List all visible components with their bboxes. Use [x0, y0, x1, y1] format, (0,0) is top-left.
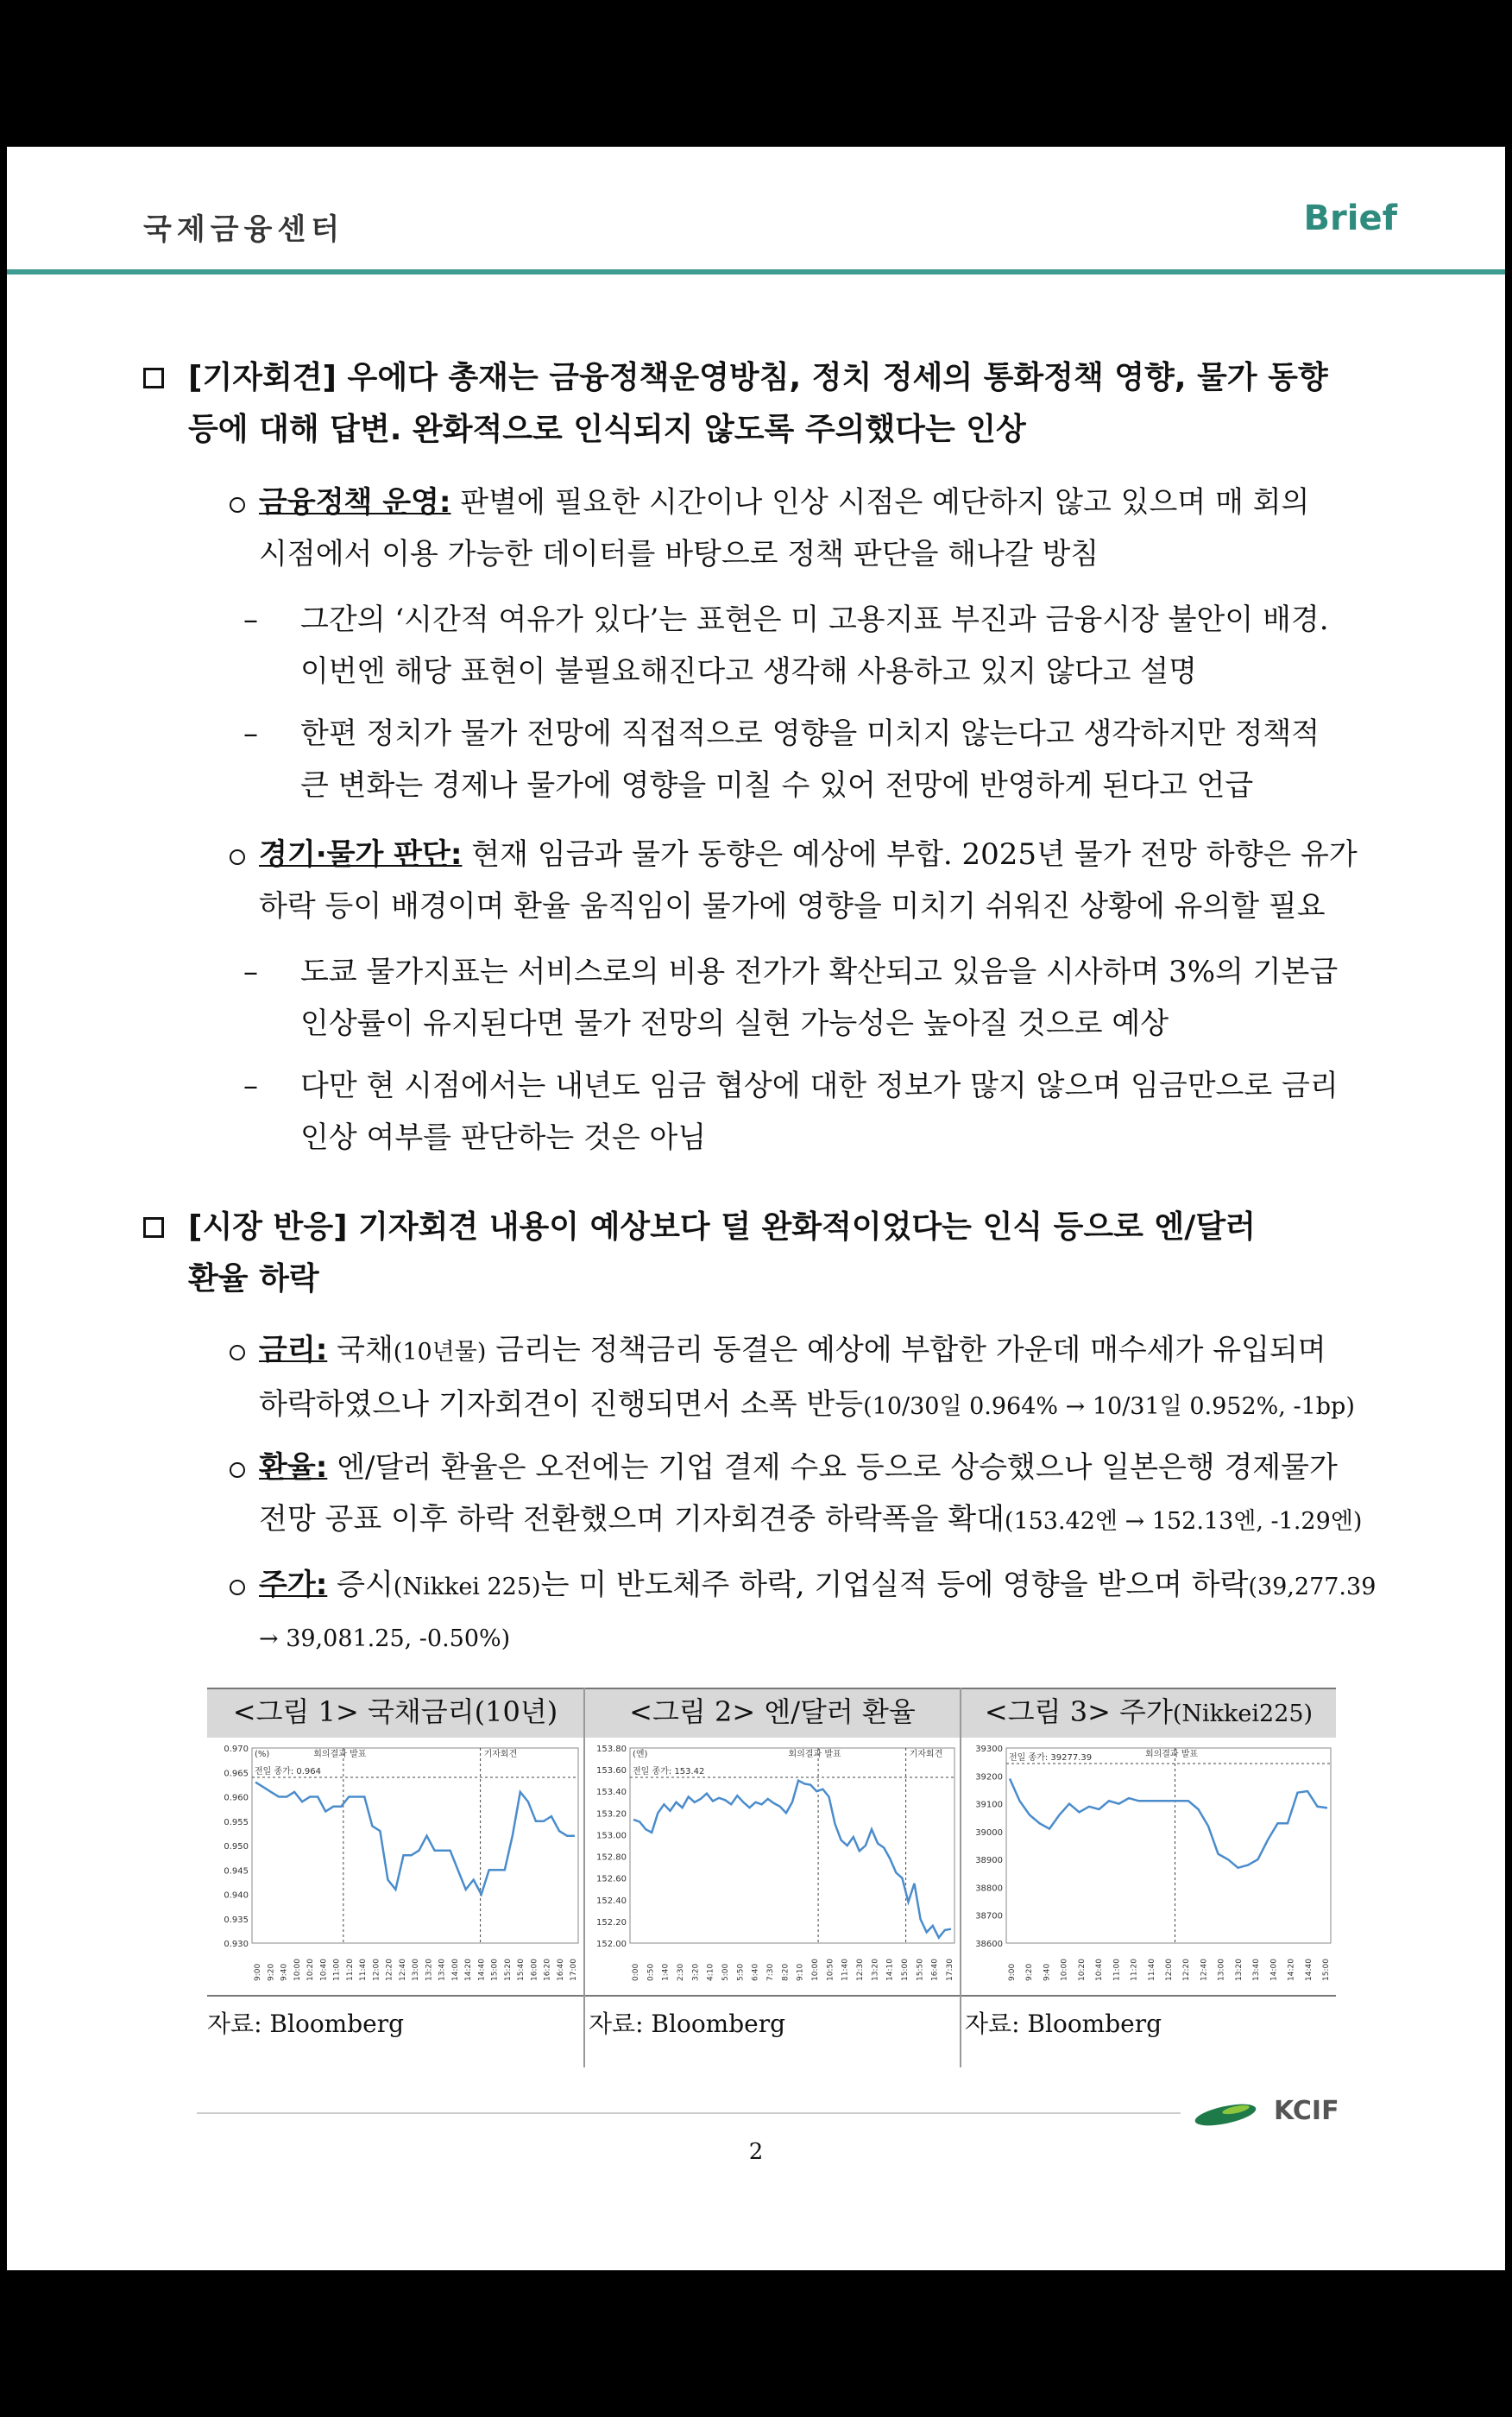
x-tick-label: 10:00 — [1060, 1959, 1069, 1981]
checkbox-square-icon — [143, 1217, 164, 1238]
y-tick-label: 0.935 — [224, 1915, 249, 1925]
series-line — [633, 1781, 951, 1938]
dash-item-2: – 한편 정치가 물가 전망에 직접적으로 영향을 미치지 않는다고 생각하지만 정책적 큰 변화는 경제나 물가에 영향을 미칠 수 있어 전망에 반영하게 된다고 언급 — [243, 716, 1320, 803]
x-tick-label: 14:20 — [464, 1959, 473, 1981]
chart-2-svg — [585, 1738, 960, 1995]
x-tick-label: 11:40 — [359, 1959, 368, 1981]
y-unit-label: (엔) — [633, 1750, 648, 1759]
x-tick-label: 16:40 — [930, 1959, 940, 1981]
y-tick-label: 39200 — [975, 1772, 1003, 1783]
x-tick-label: 10:40 — [1095, 1959, 1105, 1981]
y-tick-label: 153.00 — [596, 1831, 627, 1841]
footer-rule — [197, 2112, 1181, 2114]
y-tick-label: 39300 — [975, 1745, 1003, 1754]
header-org: 국제금융센터 — [143, 212, 345, 247]
prev-close-label: 전일 종가: 39277.39 — [1009, 1753, 1093, 1763]
y-tick-label: 152.40 — [596, 1896, 627, 1906]
x-tick-label: 9:20 — [267, 1963, 276, 1981]
x-tick-label: 10:00 — [811, 1959, 820, 1981]
bullet-fx: 환율: 엔/달러 환율은 오전에는 기업 결제 수요 등으로 상승했으나 일본은행 경제물가 전망 공표 이후 하락 전환했으며 기자회견중 하락폭을 확대(153.42엔 → 152.13엔, -1.29엔) — [259, 1442, 1338, 1548]
bullet-rates: 금리: 국채(10년물) 금리는 정책금리 동결은 예상에 부합한 가운데 매수세가 유입되며 하락하였으나 기자회견이 진행되면서 소폭 반등(10/30일 0.964% → 10/31일 0.952%, -1bp) — [259, 1324, 1338, 1433]
circle-bullet-icon — [230, 497, 245, 513]
y-tick-label: 0.965 — [224, 1769, 249, 1779]
x-tick-label: 13:40 — [438, 1959, 447, 1981]
x-tick-label: 15:40 — [517, 1959, 526, 1981]
x-tick-label: 16:20 — [543, 1959, 552, 1981]
x-tick-label: 8:20 — [781, 1963, 791, 1981]
x-tick-label: 11:00 — [332, 1959, 342, 1981]
x-tick-label: 14:40 — [477, 1959, 487, 1981]
series-line — [255, 1783, 575, 1895]
section-1-title: [기자회견] 우에다 총재는 금융정책운영방침, 정치 정세의 통화정책 영향, 물가 동향 등에 대해 답변. 완화적으로 인식되지 않도록 주의했다는 인상 — [188, 352, 1336, 456]
y-tick-label: 38800 — [975, 1884, 1003, 1894]
figure-1-source: 자료: Bloomberg — [207, 2010, 405, 2038]
circle-bullet-icon — [230, 1580, 245, 1595]
y-tick-label: 0.945 — [224, 1866, 249, 1877]
plot-frame — [1006, 1748, 1331, 1943]
series-line — [1010, 1779, 1327, 1868]
x-tick-label: 12:20 — [1182, 1959, 1192, 1981]
x-tick-label: 17:00 — [570, 1959, 578, 1981]
circle-bullet-icon — [230, 849, 245, 865]
x-tick-label: 12:00 — [1165, 1959, 1174, 1981]
x-tick-label: 10:20 — [306, 1959, 315, 1981]
annotation-label: 회의결과 발표 — [1144, 1750, 1199, 1759]
y-tick-label: 38900 — [975, 1856, 1003, 1866]
y-tick-label: 153.20 — [596, 1809, 627, 1820]
header-brief: Brief — [1303, 199, 1397, 238]
x-tick-label: 11:00 — [1112, 1959, 1122, 1981]
y-tick-label: 0.970 — [224, 1745, 249, 1754]
y-tick-label: 153.40 — [596, 1788, 627, 1798]
y-tick-label: 38700 — [975, 1911, 1003, 1922]
x-tick-label: 12:30 — [856, 1959, 865, 1981]
header-rule — [7, 269, 1505, 275]
y-tick-label: 152.80 — [596, 1852, 627, 1863]
checkbox-square-icon — [143, 368, 164, 388]
x-tick-label: 11:40 — [841, 1959, 850, 1981]
figure-3-caption: <그림 3> 주가(Nikkei225) — [984, 1695, 1314, 1728]
x-tick-label: 10:50 — [826, 1959, 835, 1981]
circle-bullet-icon — [230, 1462, 245, 1478]
x-tick-label: 3:20 — [691, 1963, 701, 1981]
section-2-title: [시장 반응] 기자회견 내용이 예상보다 덜 완화적이었다는 인식 등으로 엔/달러 환율 하락 — [188, 1202, 1336, 1305]
bullet-stocks: 주가: 증시(Nikkei 225)는 미 반도체주 하락, 기업실적 등에 영향을 받으며 하락(39,277.39 → 39,081.25, -0.50%) — [259, 1559, 1338, 1665]
y-tick-label: 152.20 — [596, 1917, 627, 1928]
x-tick-label: 9:00 — [254, 1963, 262, 1981]
dash-item-1: – 그간의 ‘시간적 여유가 있다’는 표현은 미 고용지표 부진과 금융시장 불안이 배경. 이번엔 해당 표현이 불필요해진다고 생각해 사용하고 있지 않다고 설명 — [243, 603, 1329, 689]
x-tick-label: 7:30 — [766, 1963, 775, 1981]
x-tick-label: 4:10 — [706, 1963, 715, 1981]
circle-bullet-icon — [230, 1345, 245, 1360]
bullet-policy: 금융정책 운영: 판별에 필요한 시간이나 인상 시점은 예단하지 않고 있으며 매 회의 시점에서 이용 가능한 데이터를 바탕으로 정책 판단을 해나갈 방침 — [259, 476, 1338, 580]
page-number: 2 — [748, 2139, 764, 2165]
x-tick-label: 11:20 — [1130, 1959, 1139, 1981]
x-tick-label: 13:20 — [425, 1959, 434, 1981]
x-tick-label: 9:40 — [280, 1963, 289, 1981]
annotation-label: 기자회견 — [483, 1750, 518, 1759]
figure-3-source: 자료: Bloomberg — [965, 2010, 1162, 2038]
x-tick-label: 10:40 — [319, 1959, 329, 1981]
x-tick-label: 16:40 — [556, 1959, 565, 1981]
x-tick-label: 17:30 — [946, 1959, 954, 1981]
x-tick-label: 12:40 — [1200, 1959, 1209, 1981]
chart-2 — [585, 1738, 960, 1997]
y-tick-label: 153.80 — [596, 1745, 627, 1754]
figure-2-source: 자료: Bloomberg — [589, 2010, 786, 2038]
x-tick-label: 0:00 — [632, 1963, 640, 1981]
x-tick-label: 13:20 — [871, 1959, 880, 1981]
prev-close-label: 전일 종가: 153.42 — [633, 1767, 705, 1776]
x-tick-label: 15:20 — [503, 1959, 513, 1981]
kcif-logo-text: KCIF — [1274, 2096, 1339, 2126]
y-tick-label: 153.60 — [596, 1766, 627, 1776]
y-tick-label: 0.940 — [224, 1890, 249, 1901]
x-tick-label: 13:40 — [1252, 1959, 1262, 1981]
annotation-label: 회의결과 발표 — [313, 1750, 367, 1759]
x-tick-label: 2:30 — [677, 1963, 685, 1981]
x-tick-label: 14:40 — [1304, 1959, 1314, 1981]
x-tick-label: 14:00 — [1269, 1959, 1279, 1981]
x-tick-label: 12:00 — [372, 1959, 381, 1981]
x-tick-label: 10:20 — [1077, 1959, 1087, 1981]
x-tick-label: 12:40 — [398, 1959, 407, 1981]
y-tick-label: 38600 — [975, 1940, 1003, 1949]
x-tick-label: 13:20 — [1234, 1959, 1244, 1981]
annotation-label: 기자회견 — [909, 1750, 943, 1759]
prev-close-label: 전일 종가: 0.964 — [255, 1767, 321, 1776]
y-tick-label: 39100 — [975, 1800, 1003, 1810]
x-tick-label: 11:20 — [345, 1959, 355, 1981]
x-tick-label: 9:10 — [796, 1963, 805, 1981]
x-tick-label: 15:00 — [901, 1959, 910, 1981]
x-tick-label: 14:10 — [885, 1959, 895, 1981]
x-tick-label: 11:40 — [1147, 1959, 1156, 1981]
x-tick-label: 12:20 — [385, 1959, 394, 1981]
dash-item-4: – 다만 현 시점에서는 내년도 임금 협상에 대한 정보가 많지 않으며 임금만으로 금리 인상 여부를 판단하는 것은 아님 — [243, 1069, 1339, 1155]
x-tick-label: 1:40 — [661, 1963, 671, 1981]
x-tick-label: 9:20 — [1025, 1963, 1035, 1981]
x-tick-label: 0:50 — [646, 1963, 656, 1981]
y-tick-label: 39000 — [975, 1827, 1003, 1838]
x-tick-label: 13:00 — [412, 1959, 420, 1981]
bullet-economy: 경기·물가 판단: 현재 임금과 물가 동향은 예상에 부합. 2025년 물가 전망 하향은 유가 하락 등이 배경이며 환율 움직임이 물가에 영향을 미치기 쉬워진 상황에 유의할 필요 — [259, 829, 1338, 932]
figure-1-caption: <그림 1> 국채금리(10년) — [232, 1695, 558, 1728]
x-tick-label: 9:40 — [1043, 1963, 1052, 1981]
y-tick-label: 0.960 — [224, 1793, 249, 1803]
x-tick-label: 14:20 — [1287, 1959, 1296, 1981]
x-tick-label: 6:40 — [751, 1963, 760, 1981]
chart-3-svg — [961, 1738, 1336, 1995]
chart-1-svg — [207, 1738, 583, 1995]
x-tick-label: 14:00 — [450, 1959, 460, 1981]
chart-1 — [207, 1738, 583, 1997]
x-tick-label: 9:00 — [1008, 1963, 1017, 1981]
y-tick-label: 0.930 — [224, 1940, 249, 1949]
x-tick-label: 10:00 — [293, 1959, 302, 1981]
x-tick-label: 5:50 — [736, 1963, 746, 1981]
x-tick-label: 13:00 — [1217, 1959, 1226, 1981]
y-tick-label: 0.950 — [224, 1842, 249, 1852]
y-tick-label: 152.60 — [596, 1874, 627, 1884]
x-tick-label: 16:00 — [530, 1959, 539, 1981]
annotation-label: 회의결과 발표 — [788, 1750, 841, 1759]
figure-2-caption: <그림 2> 엔/달러 환율 — [629, 1695, 916, 1728]
x-tick-label: 15:00 — [490, 1959, 500, 1981]
x-tick-label: 15:00 — [1322, 1959, 1331, 1981]
chart-3 — [961, 1738, 1336, 1997]
y-unit-label: (%) — [255, 1750, 270, 1759]
dash-item-3: – 도쿄 물가지표는 서비스로의 비용 전가가 확산되고 있음을 시사하며 3%의 기본급 인상률이 유지된다면 물가 전망의 실현 가능성은 높아질 것으로 예상 — [243, 955, 1339, 1041]
y-tick-label: 152.00 — [596, 1940, 627, 1949]
x-tick-label: 15:50 — [916, 1959, 925, 1981]
document-page — [7, 147, 1505, 2270]
x-tick-label: 5:00 — [721, 1963, 730, 1981]
y-tick-label: 0.955 — [224, 1817, 249, 1827]
